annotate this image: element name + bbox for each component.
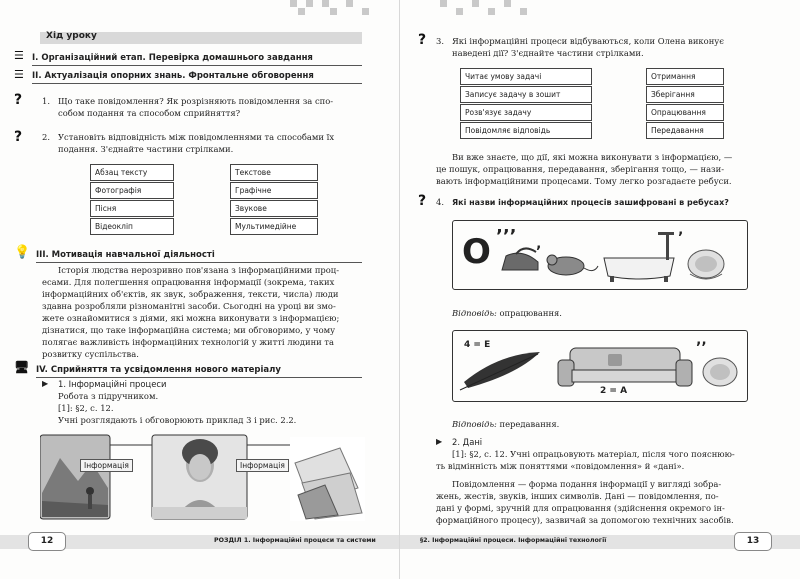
lightbulb-icon: 💡 bbox=[14, 245, 31, 260]
sub1-line: Робота з підручником. bbox=[58, 391, 159, 401]
info-label: Інформація bbox=[80, 459, 133, 472]
match-left-box[interactable]: Фотографія bbox=[90, 182, 174, 199]
definition-line: формаційного процесу), зазвичай за допомогою технічних засобів. bbox=[436, 515, 734, 525]
footer-text: РОЗДІЛ 1. Інформаційні процеси та системи bbox=[214, 537, 376, 544]
match-right-box[interactable]: Текстове bbox=[230, 164, 318, 181]
match-left-box[interactable]: Записує задачу в зошит bbox=[460, 86, 592, 103]
melon-icon bbox=[703, 358, 737, 386]
decor-pixel bbox=[298, 8, 305, 15]
right-page bbox=[400, 0, 800, 579]
question-icon: ? bbox=[418, 193, 427, 209]
question-icon: ? bbox=[418, 32, 427, 48]
motivation-line: розвитку суспільства. bbox=[42, 349, 139, 359]
decor-pixel bbox=[290, 0, 297, 7]
rebus-1-images bbox=[494, 226, 744, 286]
arrow-icon: ▶ bbox=[436, 437, 443, 446]
monitor-icon: 🖥 bbox=[14, 360, 30, 374]
melon-icon bbox=[688, 250, 724, 279]
papers-image bbox=[290, 437, 365, 521]
motivation-line: жете ознайомитися з діями, які можна виконувати з інформацією; bbox=[42, 313, 340, 323]
match-right-box[interactable]: Мультимедійне bbox=[230, 218, 318, 235]
q1-line: собом подання та способом сприйняття? bbox=[58, 108, 241, 118]
lesson-header: Хід уроку bbox=[46, 31, 97, 41]
motivation-line: полягає важливість інформаційних технологій у житті людини та bbox=[42, 337, 335, 347]
checklist-icon: ☰ bbox=[14, 68, 24, 81]
rat-icon bbox=[547, 255, 598, 275]
match-left-box[interactable]: Пісня bbox=[90, 200, 174, 217]
match-left-box[interactable]: Відеокліп bbox=[90, 218, 174, 235]
sub2-line: ть відмінність між поняттями «повідомлення» й «дані». bbox=[436, 461, 685, 471]
landscape-image bbox=[40, 435, 110, 519]
motivation-line: інформаційних об'єктів, як звук, зображення, тексти, числа) люди bbox=[42, 289, 339, 299]
match-right-box[interactable]: Зберігання bbox=[646, 86, 724, 103]
q2-line: Установіть відповідність між повідомленнями та способами їх bbox=[58, 132, 335, 142]
answer-1: Відповідь: опрацювання. bbox=[452, 308, 562, 318]
info-label: Інформація bbox=[236, 459, 289, 472]
subsection-2-title: 2. Дані bbox=[452, 437, 483, 447]
subsection-1-title: 1. Інформаційні процеси bbox=[58, 379, 167, 389]
decor-pixel bbox=[472, 0, 479, 7]
decor-pixel bbox=[488, 8, 495, 15]
decor-pixel bbox=[346, 0, 353, 7]
svg-text:’’: ’’ bbox=[696, 340, 707, 356]
stage-1: I. Організаційний етап. Перевірка домашнього завдання bbox=[32, 53, 313, 63]
question-icon: ? bbox=[14, 92, 23, 108]
decor-pixel bbox=[306, 0, 313, 7]
answer-2: Відповідь: передавання. bbox=[452, 419, 560, 429]
rebus-1-letter: О bbox=[462, 232, 491, 272]
divider bbox=[32, 65, 362, 66]
info-process-figure bbox=[40, 433, 365, 523]
decor-pixel bbox=[322, 0, 329, 7]
feather-icon bbox=[460, 352, 540, 390]
match-left-box[interactable]: Повідомляє відповідь bbox=[460, 122, 592, 139]
footer-text: §2. Інформаційні процеси. Інформаційні технології bbox=[420, 537, 607, 544]
q4-number: 4. bbox=[436, 197, 444, 207]
q2-number: 2. bbox=[42, 132, 50, 142]
rebus-2-eq2: 2 = А bbox=[600, 386, 628, 396]
page-number: 12 bbox=[28, 532, 66, 551]
rebus-2-eq1: 4 = Е bbox=[464, 340, 491, 350]
decor-pixel bbox=[440, 0, 447, 7]
match-right-box[interactable]: Графічне bbox=[230, 182, 318, 199]
stage-2: II. Актуалізація опорних знань. Фронтальне обговорення bbox=[32, 71, 314, 81]
known-line: вають інформаційними процесами. Тому легко розгадаєте ребуси. bbox=[436, 176, 732, 186]
q3-number: 3. bbox=[436, 36, 444, 46]
motivation-line: здавна розробляли різноманітні засоби. Сьогодні на уроці ви змо- bbox=[42, 301, 336, 311]
arrow-icon: ▶ bbox=[42, 379, 49, 388]
rebus-1-commas: ’’’ bbox=[496, 226, 517, 247]
q2-line: подання. З'єднайте частини стрілками. bbox=[58, 144, 234, 154]
match-right-box[interactable]: Отримання bbox=[646, 68, 724, 85]
motivation-line: дізнатися, що таке інформаційна система; ми обговоримо, у чому bbox=[42, 325, 336, 335]
match-right-box[interactable]: Передавання bbox=[646, 122, 724, 139]
q3-line: Які інформаційні процеси відбуваються, коли Олена виконує bbox=[452, 36, 724, 46]
stage-4: IV. Сприйняття та усвідомлення нового матеріалу bbox=[36, 365, 281, 375]
svg-text:’: ’ bbox=[678, 230, 684, 246]
decor-pixel bbox=[504, 0, 511, 7]
divider bbox=[32, 83, 362, 84]
decor-pixel bbox=[456, 8, 463, 15]
sub1-line: [1]: §2, с. 12. bbox=[58, 403, 114, 413]
q1-line: Що таке повідомлення? Як розрізняють повідомлення за спо- bbox=[58, 96, 334, 106]
decor-pixel bbox=[362, 8, 369, 15]
stage-3: III. Мотивація навчальної діяльності bbox=[36, 250, 215, 260]
match-left-box[interactable]: Розв'язує задачу bbox=[460, 104, 592, 121]
definition-line: Повідомлення — форма подання інформації у вигляді зобра- bbox=[452, 479, 722, 489]
rebus-2-images bbox=[458, 334, 743, 400]
question-icon: ? bbox=[14, 129, 23, 145]
definition-line: дані у формі, зручній для опрацювання (здійснення окремого ін- bbox=[436, 503, 725, 513]
divider bbox=[36, 377, 362, 378]
checklist-icon: ☰ bbox=[14, 49, 24, 62]
q3-line: наведені дії? З'єднайте частини стрілками. bbox=[452, 48, 644, 58]
match-right-box[interactable]: Звукове bbox=[230, 200, 318, 217]
match-left-box[interactable]: Читає умову задачі bbox=[460, 68, 592, 85]
sofa-icon bbox=[558, 348, 692, 386]
decor-pixel bbox=[520, 8, 527, 15]
sub1-line: Учні розглядають і обговорюють приклад 3 і рис. 2.2. bbox=[58, 415, 297, 425]
known-line: Ви вже знаєте, що дії, які можна виконувати з інформацією, — bbox=[452, 152, 733, 162]
iron-icon bbox=[502, 248, 538, 270]
woman-image bbox=[152, 435, 247, 519]
decor-pixel bbox=[330, 8, 337, 15]
motivation-line: Історія людства нерозривно пов'язана з інформаційними проц- bbox=[58, 265, 340, 275]
match-right-box[interactable]: Опрацювання bbox=[646, 104, 724, 121]
svg-text:’: ’ bbox=[536, 244, 542, 260]
definition-line: жень, жестів, звуків, інших символів. Дані — повідомлення, по- bbox=[436, 491, 719, 501]
q4-text: Які назви інформаційних процесів зашифровані в ребусах? bbox=[452, 198, 729, 207]
divider bbox=[36, 262, 362, 263]
match-left-box[interactable]: Абзац тексту bbox=[90, 164, 174, 181]
sub2-line: [1]: §2, с. 12. Учні опрацьовують матеріал, після чого пояснюю- bbox=[452, 449, 735, 459]
page-number: 13 bbox=[734, 532, 772, 551]
q1-number: 1. bbox=[42, 96, 50, 106]
bathtub-icon bbox=[604, 232, 674, 282]
known-line: це пошук, опрацювання, передавання, зберігання тощо, — нази- bbox=[436, 164, 725, 174]
motivation-line: есами. Для полегшення опрацювання інформації (зокрема, таких bbox=[42, 277, 335, 287]
